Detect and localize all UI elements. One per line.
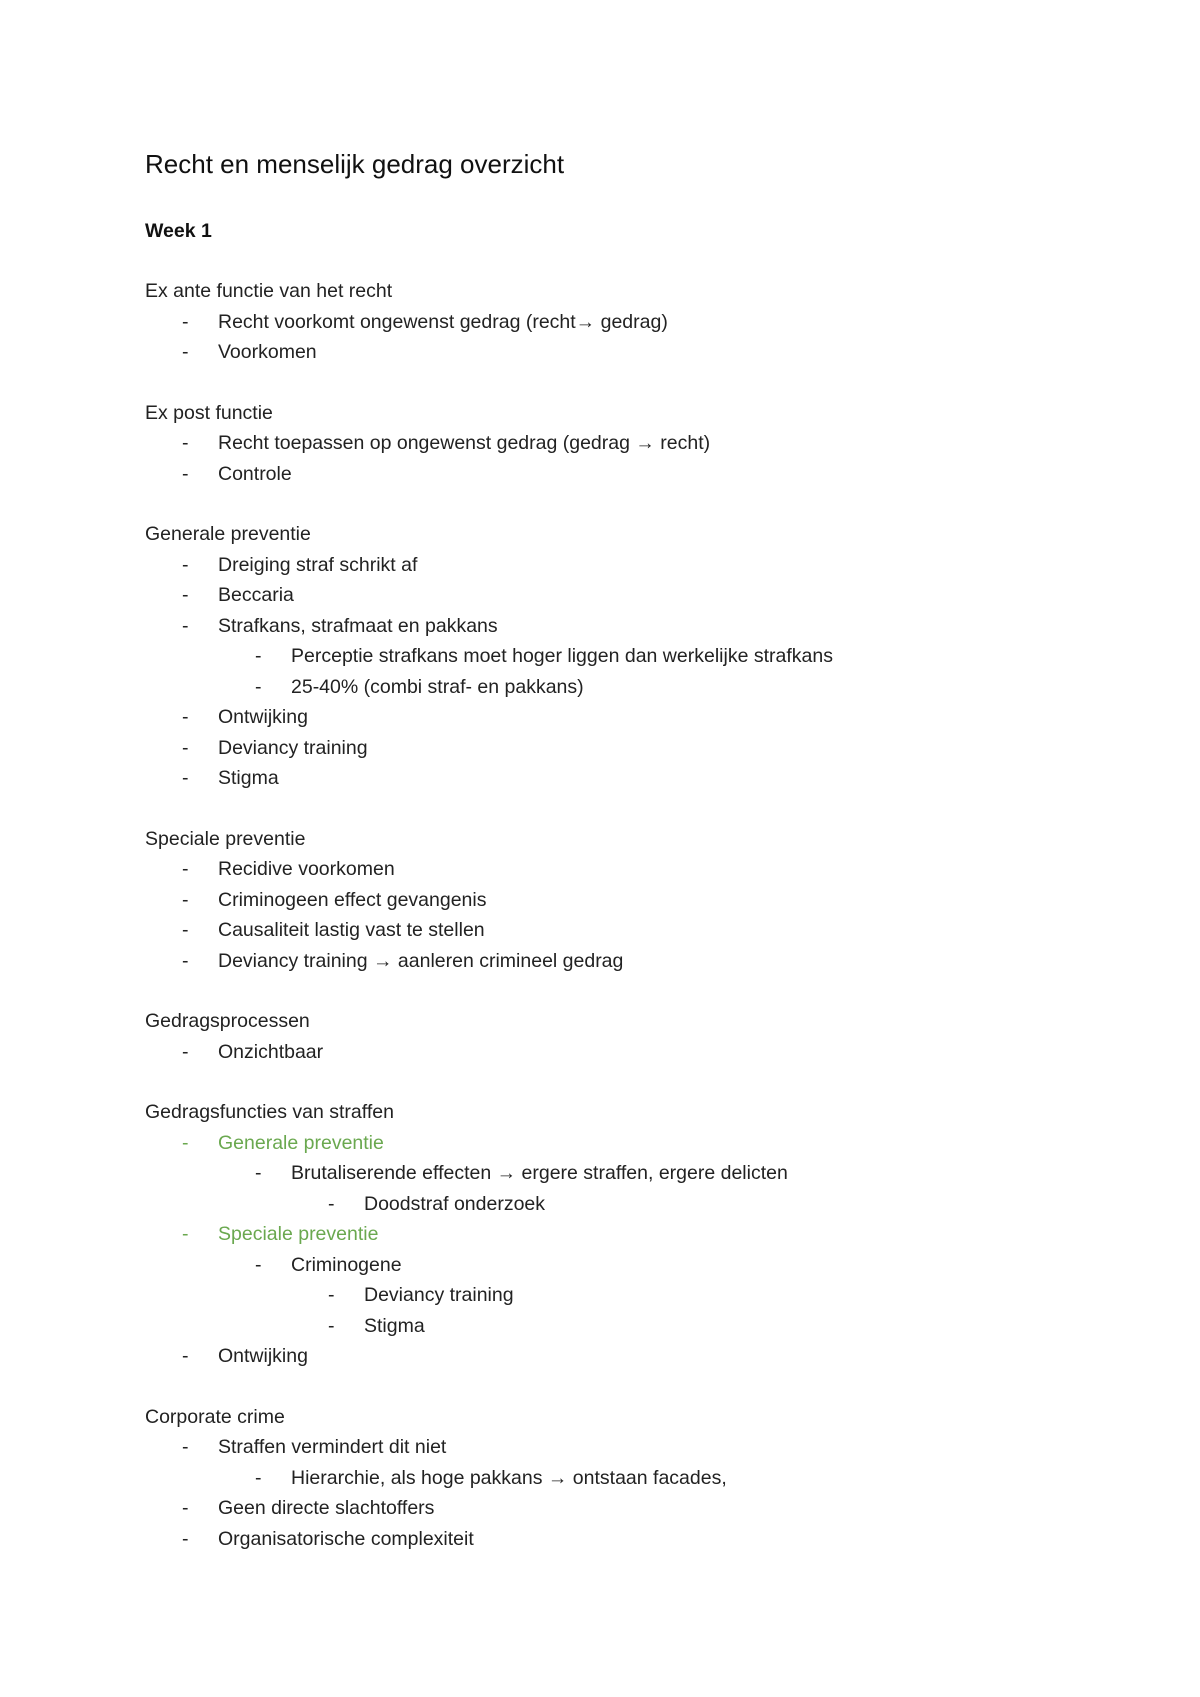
list-item-highlighted	[145, 1128, 1105, 1159]
list-item-highlighted	[145, 1219, 1105, 1250]
list-item-text: Stigma	[364, 1314, 425, 1337]
list-item-text: Deviancy training	[364, 1284, 514, 1306]
list-item-text: Strafkans, strafmaat en pakkans	[218, 614, 498, 637]
list-item	[145, 1341, 1105, 1372]
list-item-text: Criminogene	[291, 1253, 402, 1276]
list-item-text: Hierarchie, als hoge pakkans → ontstaan facades,	[291, 1466, 727, 1489]
list-item	[145, 1158, 1105, 1189]
section-generale-preventie	[145, 519, 1105, 794]
list-item	[145, 1463, 1105, 1494]
dash-bullet-icon: -	[182, 706, 189, 728]
dash-bullet-icon: -	[182, 341, 189, 363]
list-item	[145, 337, 1105, 368]
list-item	[145, 1524, 1105, 1555]
dash-bullet-icon: -	[255, 1162, 262, 1184]
section-title: Generale preventie	[145, 523, 311, 545]
dash-bullet-icon: -	[328, 1192, 335, 1215]
list-item-text: Speciale preventie	[218, 1223, 379, 1245]
section-title: Corporate crime	[145, 1405, 285, 1428]
list-item-text: Brutaliserende effecten → ergere straffen, ergere delicten	[291, 1162, 788, 1184]
dash-bullet-icon: -	[255, 675, 262, 698]
list-item-text: Beccaria	[218, 584, 294, 606]
week-heading: Week 1	[145, 220, 212, 242]
list-item-text: Geen directe slachtoffers	[218, 1497, 435, 1519]
list-item	[145, 307, 1105, 338]
list-item-text: 25-40% (combi straf- en pakkans)	[291, 675, 584, 698]
list-item-text: Perceptie strafkans moet hoger liggen dan werkelijke strafkans	[291, 645, 833, 667]
section-title: Ex post functie	[145, 401, 273, 424]
list-item-text: Deviancy training → aanleren crimineel gedrag	[218, 949, 624, 972]
list-item-text: Stigma	[218, 767, 279, 789]
list-item	[145, 915, 1105, 946]
section-corporate-crime	[145, 1402, 1105, 1555]
bullet-list	[145, 428, 1105, 489]
list-item-text: Doodstraf onderzoek	[364, 1192, 546, 1215]
dash-bullet-icon: -	[182, 767, 189, 789]
list-item-text: Controle	[218, 462, 292, 485]
list-item-text: Straffen vermindert dit niet	[218, 1436, 447, 1458]
bullet-list	[145, 550, 1105, 794]
list-item-text: Causaliteit lastig vast te stellen	[218, 919, 485, 941]
list-item-text: Ontwijking	[218, 1345, 308, 1367]
dash-bullet-icon: -	[328, 1314, 335, 1337]
dash-bullet-icon: -	[182, 310, 189, 333]
bullet-list	[145, 1432, 1105, 1554]
list-item-text: Recidive voorkomen	[218, 858, 395, 880]
list-item	[145, 1189, 1105, 1220]
list-item	[145, 1493, 1105, 1524]
list-item-text: Recht voorkomt ongewenst gedrag (recht→ gedrag)	[218, 310, 668, 333]
list-item	[145, 580, 1105, 611]
bullet-list	[145, 854, 1105, 976]
dash-bullet-icon: -	[182, 888, 189, 911]
list-item	[145, 702, 1105, 733]
list-item-text: Voorkomen	[218, 341, 317, 363]
dash-bullet-icon: -	[182, 949, 189, 972]
list-item	[145, 885, 1105, 916]
document-page	[145, 146, 1105, 1554]
dash-bullet-icon: -	[182, 1527, 189, 1550]
list-item	[145, 946, 1105, 977]
section-title: Ex ante functie van het recht	[145, 280, 393, 302]
dash-bullet-icon: -	[182, 1040, 189, 1063]
bullet-list	[145, 307, 1105, 368]
dash-bullet-icon: -	[255, 1466, 262, 1489]
dash-bullet-icon: -	[182, 1497, 189, 1519]
list-item-text: Recht toepassen op ongewenst gedrag (gedrag → recht)	[218, 432, 711, 454]
list-item	[145, 611, 1105, 642]
dash-bullet-icon: -	[182, 584, 189, 606]
dash-bullet-icon: -	[182, 736, 189, 759]
list-item-text: Ontwijking	[218, 706, 308, 728]
dash-bullet-icon: -	[182, 553, 189, 576]
section-speciale-preventie	[145, 824, 1105, 977]
bullet-list	[145, 1128, 1105, 1372]
dash-bullet-icon: -	[182, 1345, 189, 1367]
document-title: Recht en menselijk gedrag overzicht	[145, 149, 565, 179]
list-item	[145, 1037, 1105, 1068]
list-item	[145, 1432, 1105, 1463]
list-item	[145, 763, 1105, 794]
dash-bullet-icon: -	[182, 1131, 189, 1154]
section-gedragsprocessen	[145, 1006, 1105, 1067]
section-ex-ante	[145, 276, 1105, 368]
dash-bullet-icon: -	[255, 645, 262, 667]
section-ex-post	[145, 398, 1105, 490]
dash-bullet-icon: -	[182, 858, 189, 880]
list-item	[145, 1280, 1105, 1311]
list-item	[145, 672, 1105, 703]
section-title: Speciale preventie	[145, 827, 306, 850]
list-item	[145, 428, 1105, 459]
section-gedragsfuncties	[145, 1097, 1105, 1372]
list-item-text: Deviancy training	[218, 736, 368, 759]
list-item	[145, 1311, 1105, 1342]
list-item-text: Organisatorische complexiteit	[218, 1527, 474, 1550]
dash-bullet-icon: -	[182, 614, 189, 637]
bullet-list	[145, 1037, 1105, 1068]
list-item	[145, 459, 1105, 490]
section-title: Gedragsprocessen	[145, 1010, 310, 1032]
list-item	[145, 1250, 1105, 1281]
list-item-text: Dreiging straf schrikt af	[218, 553, 418, 576]
dash-bullet-icon: -	[182, 1223, 189, 1245]
list-item	[145, 733, 1105, 764]
list-item-text: Criminogeen effect gevangenis	[218, 888, 487, 911]
dash-bullet-icon: -	[255, 1253, 262, 1276]
dash-bullet-icon: -	[182, 1436, 189, 1458]
section-title: Gedragsfuncties van straffen	[145, 1101, 394, 1123]
dash-bullet-icon: -	[182, 462, 189, 485]
list-item-text: Onzichtbaar	[218, 1040, 324, 1063]
list-item	[145, 854, 1105, 885]
list-item-text: Generale preventie	[218, 1131, 384, 1154]
dash-bullet-icon: -	[182, 919, 189, 941]
list-item	[145, 550, 1105, 581]
dash-bullet-icon: -	[182, 432, 189, 454]
dash-bullet-icon: -	[328, 1284, 335, 1306]
list-item	[145, 641, 1105, 672]
